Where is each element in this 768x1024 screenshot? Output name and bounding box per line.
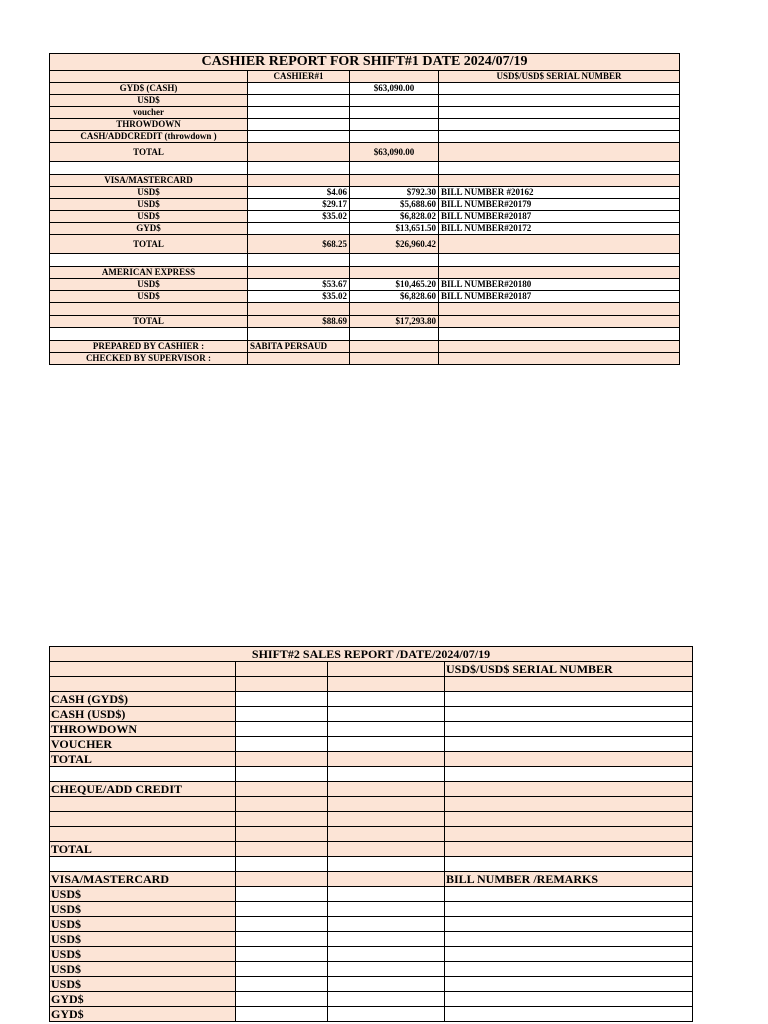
shift1-cashier-report [49, 53, 680, 365]
cheque-header-row [50, 782, 693, 797]
blank-row [50, 303, 680, 316]
visa-row: USD$ [50, 887, 693, 902]
prepared-by-value: SABITA PERSAUD [248, 341, 350, 353]
blank-row [50, 162, 680, 175]
blank-row [50, 857, 693, 872]
report2-serial-header: USD$/USD$ SERIAL NUMBER [445, 662, 693, 677]
visa-row: USD$ [50, 902, 693, 917]
cheque-total-row: TOTAL [50, 842, 693, 857]
cash-total-row: TOTAL [50, 752, 693, 767]
amex-header-row [50, 267, 680, 279]
cash-row: CASH (GYD$) [50, 692, 693, 707]
visa-header-row [50, 872, 693, 887]
report2-column-header-row [50, 662, 693, 677]
visa-row: USD$ [50, 947, 693, 962]
cash-row: voucher [50, 107, 680, 119]
cash-total-row: TOTAL $63,090.00 [50, 143, 680, 162]
visa-row: GYD$ [50, 1007, 693, 1022]
cheque-row [50, 812, 693, 827]
blank-row [50, 767, 693, 782]
report2-title-row [50, 647, 693, 662]
report2-title: SHIFT#2 SALES REPORT /DATE/2024/07/19 [50, 647, 693, 662]
prepared-by-row [50, 341, 680, 353]
amex-total-row: TOTAL $88.69 $17,293.80 [50, 316, 680, 328]
blank-row [50, 677, 693, 692]
report1-title-row [50, 54, 680, 71]
amex-header: AMERICAN EXPRESS [50, 267, 248, 279]
cash-row: THROWDOWN [50, 119, 680, 131]
cashier-column-header: CASHIER#1 [248, 71, 350, 83]
visa-row: GYD$ [50, 992, 693, 1007]
cash-row: CASH/ADDCREDIT (throwdown ) [50, 131, 680, 143]
visa-row: USD$ $29.17 $5,688.60 BILL NUMBER#20179 [50, 199, 680, 211]
bill-remarks-header: BILL NUMBER /REMARKS [445, 872, 693, 887]
serial-column-header: USD$/USD$ SERIAL NUMBER [439, 71, 680, 83]
cheque-row [50, 797, 693, 812]
report1-column-header-row [50, 71, 680, 83]
cheque-header: CHEQUE/ADD CREDIT [50, 782, 236, 797]
amex-row: USD$ $35.02 $6,828.60 BILL NUMBER#20187 [50, 291, 680, 303]
visa-row: USD$ $35.02 $6,828.02 BILL NUMBER#20187 [50, 211, 680, 223]
cheque-row [50, 827, 693, 842]
cash-row: GYD$ (CASH) $63,090.00 [50, 83, 680, 95]
visa-total-row: TOTAL $68.25 $26,960.42 [50, 235, 680, 254]
cash-row: VOUCHER [50, 737, 693, 752]
report2-visa-header: VISA/MASTERCARD [50, 872, 236, 887]
cash-row: USD$ [50, 95, 680, 107]
cash-row: CASH (USD$) [50, 707, 693, 722]
visa-header: VISA/MASTERCARD [50, 175, 248, 187]
visa-row: USD$ [50, 977, 693, 992]
visa-header-row [50, 175, 680, 187]
amex-row: USD$ $53.67 $10,465.20 BILL NUMBER#20180 [50, 279, 680, 291]
visa-row: USD$ [50, 932, 693, 947]
visa-row: GYD$ $13,651.50 BILL NUMBER#20172 [50, 223, 680, 235]
shift2-sales-report [49, 646, 693, 1022]
visa-row: USD$ $4.06 $792.30 BILL NUMBER #20162 [50, 187, 680, 199]
report1-title: CASHIER REPORT FOR SHIFT#1 DATE 2024/07/19 [50, 54, 680, 71]
checked-by-label: CHECKED BY SUPERVISOR : [50, 353, 248, 365]
prepared-by-label: PREPARED BY CASHIER : [50, 341, 248, 353]
visa-row: USD$ [50, 962, 693, 977]
blank-row [50, 328, 680, 341]
visa-row: USD$ [50, 917, 693, 932]
cash-row: THROWDOWN [50, 722, 693, 737]
checked-by-row [50, 353, 680, 365]
blank-row [50, 254, 680, 267]
